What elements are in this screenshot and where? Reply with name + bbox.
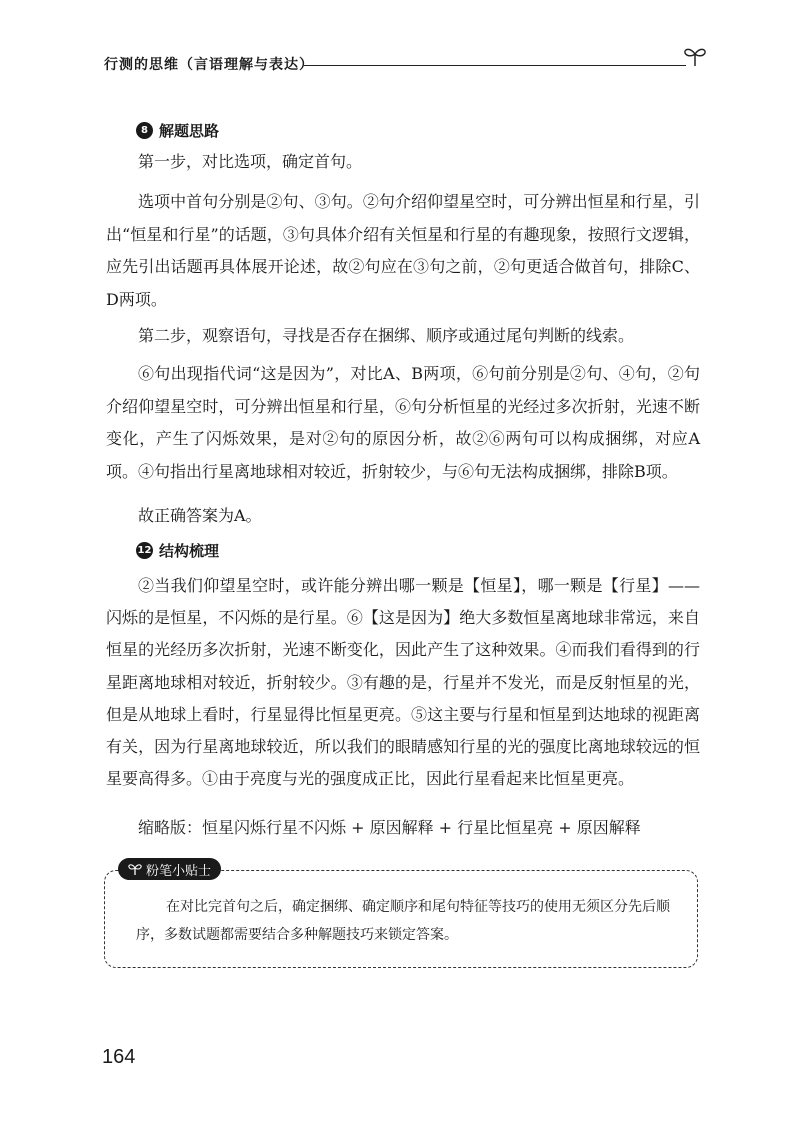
header-title: 行测的思维（言语理解与表达） (104, 57, 314, 73)
page-number: 164 (102, 1046, 136, 1068)
tip-label-text: 粉笔小贴士 (146, 863, 212, 879)
section-title: 结构梳理 (159, 542, 220, 560)
section-number-badge: 8 (136, 122, 153, 139)
tip-label (118, 858, 221, 880)
step-one: 第一步，对比选项，确定首句。 (138, 152, 363, 171)
structure-paragraph: ②当我们仰望星空时，或许能分辨出哪一颗是【恒星】，哪一颗是【行星】——闪烁的是恒星，不闪烁的是行星。⑥【这是因为】绝大多数恒星离地球非常远，来自恒星的光经历多次折射，光速不断变化，因此产生了这种效果。④而我们看得到的行星距离地球相对较近，折射较少。③有趣的是，行星并不发光，而是反射恒星的光，但是从地球上看时，行星显得比恒星更亮。⑤这主要与行星和恒星到达地球的视距离有关，因为行星离地球较近，所以我们的眼睛感知行星的光的强度比离地球较远的恒星要高得多。①由于亮度与光的强度成正比，因此行星看起来比恒星更亮。 (106, 576, 700, 789)
running-header (104, 50, 704, 76)
solution-paragraph-1: 选项中首句分别是②句、③句。②句介绍仰望星空时，可分辨出恒星和行星，引出“恒星和行星”的话题，③句具体介绍有关恒星和行星的有趣现象，按照行文逻辑，应先引出话题再具体展开论述，故②句应在③句之前，②句更适合做首句，排除C、D两项。 (106, 192, 700, 309)
section-number-badge: 12 (136, 542, 153, 559)
section-title: 解题思路 (159, 122, 220, 140)
section-heading-solution (136, 120, 219, 141)
solution-paragraph-2: ⑥句出现指代词“这是因为”，对比A、B两项，⑥句前分别是②句、④句，②句介绍仰望星空时，可分辨出恒星和行星，⑥句分析恒星的光经过多次折射，光速不断变化，产生了闪烁效果，是对②句的原因分析，故②⑥两句可以构成捆绑，对应A项。④句指出行星离地球相对较近，折射较少，与⑥句无法构成捆绑，排除B项。 (106, 364, 700, 481)
step-two: 第二步，观察语句，寻找是否存在捆绑、顺序或通过尾句判断的线索。 (138, 326, 635, 345)
tip-text: 在对比完首句之后，确定捆绑、确定顺序和尾句特征等技巧的使用无须区分先后顺序，多数试题都需要结合多种解题技巧来锁定答案。 (136, 899, 670, 943)
sprout-icon (682, 44, 708, 68)
section-heading-structure (136, 540, 219, 561)
summary-line: 缩略版：恒星闪烁行星不闪烁 + 原因解释 + 行星比恒星亮 + 原因解释 (138, 818, 641, 837)
sprout-icon (128, 862, 142, 876)
answer-line: 故正确答案为A。 (138, 506, 262, 525)
header-rule (304, 65, 686, 66)
